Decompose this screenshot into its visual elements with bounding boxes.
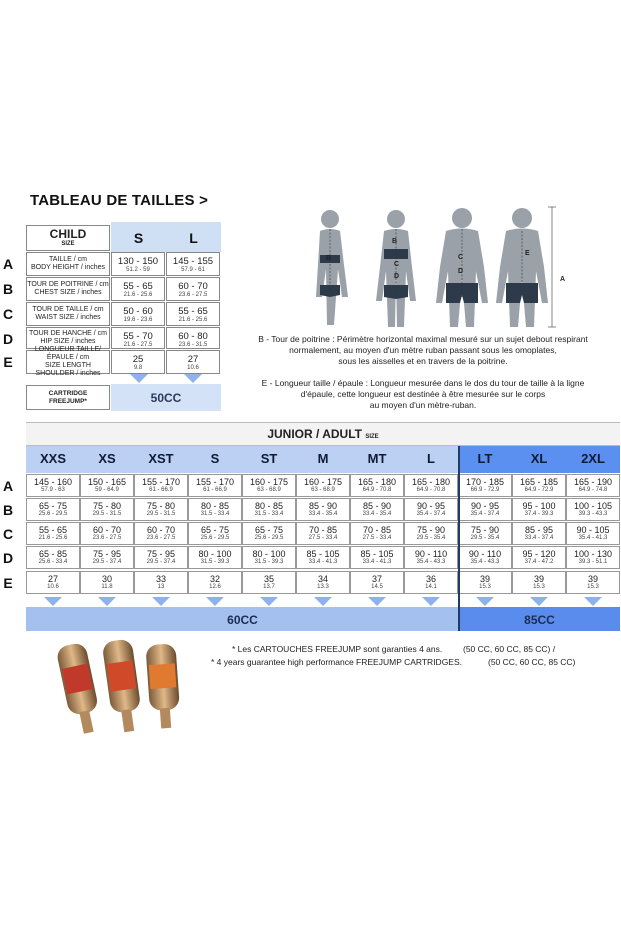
adult-cell-inches: 63 - 68.9 — [257, 487, 281, 493]
adult-table-subtitle: SIZE — [365, 434, 379, 440]
adult-cell-cm: 160 - 175 — [249, 477, 289, 487]
adult-cell — [404, 546, 458, 569]
adult-cell-inches: 37.4 - 47.2 — [524, 559, 554, 565]
row-letter: D — [2, 550, 14, 566]
adult-cell-cm: 75 - 95 — [92, 549, 122, 559]
child-cell-inches: 21.6 - 25.6 — [178, 317, 208, 323]
child-cell-cm: 145 - 155 — [172, 256, 214, 267]
adult-cell-inches: 13 — [157, 584, 165, 590]
adult-cell — [350, 474, 404, 497]
adult-cell — [512, 571, 566, 594]
adult-cell — [566, 546, 620, 569]
row-letter: A — [2, 478, 14, 494]
row-letter: B — [2, 502, 14, 518]
adult-cell-cm: 150 - 165 — [87, 477, 127, 487]
child-cell-inches: 10.6 — [187, 365, 199, 371]
adult-cell-inches: 39.3 - 43.3 — [578, 511, 608, 517]
adult-cell-cm: 75 - 95 — [146, 549, 176, 559]
child-size-l: L — [189, 230, 198, 246]
adult-cell — [350, 522, 404, 545]
adult-cell — [296, 546, 350, 569]
adult-cell-cm: 145 - 160 — [33, 477, 73, 487]
adult-cell-cm: 39 — [587, 574, 598, 584]
adult-size-label: XXS — [39, 451, 66, 466]
child-cell-inches: 23.6 - 31.5 — [178, 342, 208, 348]
adult-cell-inches: 31.5 - 33.4 — [254, 511, 284, 517]
adult-cell — [26, 522, 80, 545]
adult-cell-inches: 27.5 - 33.4 — [308, 535, 338, 541]
child-row-label-fr: TOUR DE POITRINE / cm — [27, 281, 109, 288]
row-letter: E — [3, 575, 13, 591]
adult-cell — [188, 522, 242, 545]
arrow-down-icon — [206, 597, 224, 606]
adult-table-header-text — [267, 427, 378, 441]
adult-cell — [80, 571, 134, 594]
child-cell-cm: 50 - 60 — [123, 306, 153, 317]
arrow-down-icon — [130, 374, 148, 383]
child-row-label-en: HIP SIZE / inches — [40, 338, 96, 345]
adult-cell — [26, 474, 80, 497]
adult-cell — [188, 546, 242, 569]
child-cell-cm: 27 — [187, 354, 199, 365]
guarantee-note-en: * 4 years guarantee high performance FREEJUMP CARTRIDGES. — [211, 657, 463, 667]
adult-cell-cm: 85 - 105 — [306, 549, 340, 559]
child-cell-cm: 130 - 150 — [117, 256, 159, 267]
adult-cell-cm: 75 - 90 — [470, 525, 500, 535]
child-cell-inches: 23.6 - 27.5 — [178, 292, 208, 298]
adult-cell-inches: 27.5 - 33.4 — [362, 535, 392, 541]
adult-cell-cm: 155 - 170 — [195, 477, 235, 487]
adult-cell-cm: 70 - 85 — [362, 525, 392, 535]
adult-cell — [188, 474, 242, 497]
adult-cell-inches: 64.9 - 74.8 — [578, 487, 608, 493]
child-header-sub: SIZE — [61, 241, 75, 247]
adult-cell-inches: 21.6 - 25.6 — [38, 535, 68, 541]
adult-cell-inches: 10.6 — [47, 584, 59, 590]
adult-cell-inches: 33.4 - 37.4 — [524, 535, 554, 541]
adult-cell — [458, 474, 512, 497]
adult-cell-cm: 60 - 70 — [92, 525, 122, 535]
guarantee-note-fr-cc: (50 CC, 60 CC, 85 CC) / — [463, 644, 556, 654]
adult-cell — [134, 571, 188, 594]
child-cell-inches: 19.6 - 23.6 — [123, 317, 153, 323]
adult-cell-inches: 23.6 - 27.5 — [92, 535, 122, 541]
adult-cell-cm: 165 - 190 — [573, 477, 613, 487]
description-chest — [226, 334, 620, 367]
adult-cell-cm: 65 - 75 — [200, 525, 230, 535]
adult-cell-inches: 14.1 — [425, 584, 437, 590]
adult-cell — [350, 546, 404, 569]
adult-cell-cm: 34 — [317, 574, 328, 584]
adult-cell-inches: 39.3 - 51.1 — [578, 559, 608, 565]
adult-cell-cm: 60 - 70 — [146, 525, 176, 535]
adult-cell-cm: 35 — [263, 574, 274, 584]
child-cell — [111, 277, 165, 301]
adult-cell-cm: 85 - 95 — [524, 525, 554, 535]
cartridge-label-line2: FREEJUMP* — [49, 398, 87, 405]
adult-cell — [134, 498, 188, 521]
adult-cell-inches: 64.9 - 70.8 — [416, 487, 446, 493]
row-letter: A — [2, 256, 14, 272]
adult-cell — [242, 522, 296, 545]
adult-cell-cm: 37 — [371, 574, 382, 584]
figure-label-c2: C — [458, 254, 464, 261]
adult-cell — [350, 498, 404, 521]
adult-cell — [458, 498, 512, 521]
adult-cell — [242, 498, 296, 521]
adult-cell — [80, 498, 134, 521]
adult-cell-inches: 63 - 68.9 — [311, 487, 335, 493]
adult-cell-cm: 155 - 170 — [141, 477, 181, 487]
cartridge-label — [26, 385, 110, 410]
child-row-label-text — [31, 256, 105, 272]
adult-cell-inches: 64.9 - 70.8 — [362, 487, 392, 493]
adult-cell-cm: 165 - 180 — [411, 477, 451, 487]
adult-cell — [26, 571, 80, 594]
adult-cell — [242, 571, 296, 594]
adult-cell-cm: 39 — [533, 574, 544, 584]
adult-cell-cm: 30 — [101, 574, 112, 584]
child-cell-cm: 55 - 65 — [178, 306, 208, 317]
child-cell-cm: 55 - 70 — [123, 331, 153, 342]
adult-size-label: XL — [530, 451, 548, 466]
child-cell — [166, 327, 220, 349]
child-row-label-text — [27, 346, 109, 378]
adult-size-label: XST — [148, 451, 174, 466]
adult-cell — [566, 571, 620, 594]
adult-cell-inches: 14.5 — [371, 584, 383, 590]
adult-size-label: S — [210, 451, 220, 466]
adult-cell-inches: 66.9 - 72.9 — [470, 487, 500, 493]
figure-label-e: E — [525, 250, 530, 257]
adult-cell-inches: 13.3 — [317, 584, 329, 590]
cartridge-value-85: 85CC — [524, 613, 555, 627]
guarantee-note-fr: * Les CARTOUCHES FREEJUMP sont garanties 4 ans. — [232, 644, 443, 654]
adult-cell-cm: 90 - 95 — [470, 501, 500, 511]
adult-cell — [134, 474, 188, 497]
adult-cell-cm: 80 - 85 — [200, 501, 230, 511]
description-length-line3: au moyen d'un mètre-ruban. — [369, 400, 477, 410]
adult-cell-inches: 23.6 - 27.5 — [146, 535, 176, 541]
adult-cell-inches: 25.6 - 29.5 — [200, 535, 230, 541]
page-title: TABLEAU DE TAILLES > — [30, 192, 209, 209]
description-length-line2: d'épaule, cette longueur est destinée à être mesurée sur le corps — [300, 389, 546, 399]
child-row-label-text — [27, 281, 109, 297]
child-cell-inches: 21.6 - 27.5 — [123, 342, 153, 348]
arrow-down-icon — [260, 597, 278, 606]
adult-cell-cm: 65 - 75 — [254, 525, 284, 535]
adult-cell-cm: 80 - 100 — [198, 549, 232, 559]
adult-cell-cm: 90 - 105 — [576, 525, 610, 535]
adult-cell — [350, 571, 404, 594]
arrow-down-icon — [584, 597, 602, 606]
figure-label-d2: D — [458, 268, 464, 275]
child-cell-cm: 60 - 70 — [178, 281, 208, 292]
adult-cell-cm: 75 - 80 — [146, 501, 176, 511]
adult-cell-inches: 61 - 66.9 — [203, 487, 227, 493]
adult-cell-cm: 100 - 130 — [573, 549, 613, 559]
adult-cell-inches: 35.4 - 41.3 — [578, 535, 608, 541]
arrow-down-icon — [184, 374, 202, 383]
arrow-down-icon — [530, 597, 548, 606]
cartridge-value-60: 60CC — [227, 613, 258, 627]
child-cell-inches: 51.2 - 59 — [126, 267, 150, 273]
child-cell-inches: 9.8 — [133, 365, 143, 371]
adult-cell-cm: 85 - 90 — [362, 501, 392, 511]
adult-cell — [296, 474, 350, 497]
guarantee-note-en-cc: (50 CC, 60 CC, 85 CC) — [488, 657, 576, 667]
child-cell — [166, 302, 220, 326]
adult-cell-cm: 65 - 85 — [38, 549, 68, 559]
adult-cell-inches: 15.3 — [587, 584, 599, 590]
adult-cell-inches: 31.5 - 33.4 — [200, 511, 230, 517]
child-header — [26, 225, 110, 251]
adult-cell — [296, 498, 350, 521]
adult-cell-inches: 35.4 - 43.3 — [416, 559, 446, 565]
figure-label-c: C — [394, 261, 400, 268]
adult-cell-cm: 170 - 185 — [465, 477, 505, 487]
child-row-label-fr: LONGUEUR TAILLE/ÉPAULE / cm — [34, 346, 102, 361]
row-letter: E — [3, 354, 13, 370]
adult-cell-inches: 15.3 — [533, 584, 545, 590]
adult-cell — [458, 522, 512, 545]
child-row-label — [26, 252, 110, 276]
child-row-label-en: SIZE LENGTH SHOULDER / inches — [35, 362, 101, 377]
adult-table-title: JUNIOR / ADULT — [267, 427, 362, 441]
arrow-down-icon — [98, 597, 116, 606]
adult-cell-inches: 12.6 — [209, 584, 221, 590]
body-measurement-figures — [296, 205, 576, 330]
description-length-line1: E - Longueur taille / épaule : Longueur mesurée dans le dos du tour de taille à la ligne — [261, 378, 585, 388]
figure-label-a: A — [560, 276, 566, 283]
adult-cell-cm: 70 - 85 — [308, 525, 338, 535]
description-chest-line1: B - Tour de poitrine : Périmètre horizontal maximal mesuré sur un sujet debout respirant — [258, 334, 588, 344]
adult-cell — [26, 546, 80, 569]
adult-cell-cm: 95 - 100 — [522, 501, 556, 511]
adult-cell-inches: 31.5 - 39.3 — [200, 559, 230, 565]
adult-cell — [404, 571, 458, 594]
description-chest-line2: normalement, au moyen d'un mètre ruban passant sous les omoplates, — [289, 345, 557, 355]
adult-cell-cm: 55 - 65 — [38, 525, 68, 535]
adult-cell — [404, 498, 458, 521]
child-cell-cm: 55 - 65 — [123, 281, 153, 292]
adult-cell — [512, 522, 566, 545]
adult-size-label: ST — [260, 451, 278, 466]
adult-cell — [26, 498, 80, 521]
adult-cell-inches: 25.6 - 29.5 — [38, 511, 68, 517]
child-row-label — [26, 346, 110, 377]
adult-size-label: MT — [367, 451, 387, 466]
adult-cell — [404, 474, 458, 497]
adult-cell-inches: 29.5 - 31.5 — [92, 511, 122, 517]
arrow-down-icon — [368, 597, 386, 606]
cartridge-label-line1: CARTRIDGE — [48, 390, 88, 397]
adult-cell — [512, 474, 566, 497]
arrow-down-icon — [422, 597, 440, 606]
row-letter: C — [2, 306, 14, 322]
adult-cell — [134, 546, 188, 569]
adult-cell — [80, 522, 134, 545]
adult-cell — [566, 498, 620, 521]
adult-cell — [458, 571, 512, 594]
adult-cell-cm: 160 - 175 — [303, 477, 343, 487]
adult-cell — [296, 522, 350, 545]
adult-cell-inches: 13.7 — [263, 584, 275, 590]
adult-size-label: XS — [98, 451, 116, 466]
adult-cell-inches: 25.6 - 29.5 — [254, 535, 284, 541]
description-chest-line3: sous les aisselles et en travers de la poitrine. — [338, 356, 508, 366]
adult-cell-inches: 11.8 — [101, 584, 113, 590]
adult-cell-inches: 35.4 - 43.3 — [470, 559, 500, 565]
adult-cell-inches: 61 - 66.9 — [149, 487, 173, 493]
adult-cell — [134, 522, 188, 545]
child-row-label-fr: TOUR DE TAILLE / cm — [32, 306, 104, 313]
child-row-label-fr: TAILLE / cm — [48, 256, 87, 263]
adult-cell — [566, 474, 620, 497]
arrow-down-icon — [314, 597, 332, 606]
adult-cell-cm: 39 — [479, 574, 490, 584]
adult-size-label: L — [427, 451, 435, 466]
adult-cell-inches: 37.4 - 39.3 — [524, 511, 554, 517]
adult-cell-cm: 75 - 80 — [92, 501, 122, 511]
adult-cell-inches: 33.4 - 41.3 — [308, 559, 338, 565]
adult-cell-cm: 75 - 90 — [416, 525, 446, 535]
child-row-label — [26, 302, 110, 326]
cartridges-image — [48, 632, 198, 742]
adult-cell-inches: 29.5 - 35.4 — [416, 535, 446, 541]
adult-cell-cm: 80 - 100 — [252, 549, 286, 559]
child-cell — [166, 252, 220, 276]
adult-cell-inches: 29.5 - 37.4 — [92, 559, 122, 565]
adult-cell-cm: 95 - 120 — [522, 549, 556, 559]
adult-cell — [242, 546, 296, 569]
adult-cell — [458, 546, 512, 569]
description-length — [226, 378, 620, 411]
adult-cell — [242, 474, 296, 497]
adult-cell — [188, 498, 242, 521]
adult-cell — [80, 546, 134, 569]
adult-cell-inches: 35.4 - 37.4 — [416, 511, 446, 517]
child-cell — [111, 350, 165, 374]
child-cell-cm: 60 - 80 — [178, 331, 208, 342]
child-row-label-text — [29, 330, 107, 346]
child-size-s: S — [133, 230, 144, 246]
adult-cell-cm: 33 — [155, 574, 166, 584]
adult-cell-cm: 165 - 185 — [519, 477, 559, 487]
adult-cell — [404, 522, 458, 545]
adult-cell — [566, 522, 620, 545]
adult-cell-cm: 90 - 110 — [414, 549, 448, 559]
cartridge-value-child: 50CC — [150, 391, 182, 405]
adult-cell-cm: 85 - 105 — [360, 549, 394, 559]
child-row-label — [26, 277, 110, 301]
adult-cell — [512, 546, 566, 569]
adult-cell-cm: 65 - 75 — [38, 501, 68, 511]
adult-cell-cm: 100 - 105 — [573, 501, 613, 511]
adult-cell-inches: 15.3 — [479, 584, 491, 590]
adult-cell-inches: 59 - 64.9 — [95, 487, 119, 493]
adult-size-label: M — [317, 451, 329, 466]
child-row-label-en: WAIST SIZE / inches — [35, 314, 101, 321]
adult-cell-cm: 32 — [209, 574, 220, 584]
adult-cell-cm: 165 - 180 — [357, 477, 397, 487]
adult-cell-cm: 90 - 110 — [468, 549, 502, 559]
child-cell — [111, 252, 165, 276]
figure-label-b2: B — [392, 238, 398, 245]
child-row-label-text — [32, 306, 103, 322]
adult-table-header — [26, 422, 620, 446]
adult-size-label: LT — [477, 451, 493, 466]
child-row-label-en: BODY HEIGHT / inches — [30, 264, 106, 271]
child-cell-inches: 57.9 - 61 — [181, 267, 205, 273]
adult-cell-inches: 31.5 - 39.3 — [254, 559, 284, 565]
adult-cell-inches: 64.9 - 72.9 — [524, 487, 554, 493]
adult-cell — [296, 571, 350, 594]
adult-cell-inches: 29.5 - 35.4 — [470, 535, 500, 541]
adult-cell-cm: 36 — [425, 574, 436, 584]
adult-cell-inches: 33.4 - 41.3 — [362, 559, 392, 565]
child-cell — [111, 302, 165, 326]
adult-cell-cm: 90 - 95 — [416, 501, 446, 511]
adult-cell-inches: 25.6 - 33.4 — [38, 559, 68, 565]
adult-cell — [80, 474, 134, 497]
size-group-divider — [458, 446, 460, 631]
adult-cell-inches: 35.4 - 37.4 — [470, 511, 500, 517]
child-cell — [166, 277, 220, 301]
figure-label-d: D — [394, 273, 400, 280]
child-row-label-en: CHEST SIZE / inches — [34, 289, 102, 296]
adult-cell-cm: 27 — [47, 574, 58, 584]
row-letter: D — [2, 331, 14, 347]
adult-cell — [512, 498, 566, 521]
adult-cell-inches: 29.5 - 31.5 — [146, 511, 176, 517]
adult-cell-cm: 80 - 85 — [254, 501, 284, 511]
adult-cell — [188, 571, 242, 594]
adult-cell-inches: 29.5 - 37.4 — [146, 559, 176, 565]
adult-cell-inches: 57.9 - 63 — [41, 487, 65, 493]
figure-label-b: B — [326, 255, 332, 262]
child-cell — [166, 350, 220, 374]
child-row-label-fr: TOUR DE HANCHE / cm — [28, 330, 108, 337]
child-cell — [111, 327, 165, 349]
adult-cell-inches: 33.4 - 35.4 — [308, 511, 338, 517]
adult-size-label: 2XL — [581, 451, 605, 466]
child-header-label: CHILD — [49, 227, 87, 241]
arrow-down-icon — [476, 597, 494, 606]
adult-cell-cm: 85 - 90 — [308, 501, 338, 511]
row-letter: C — [2, 526, 14, 542]
child-cell-cm: 25 — [132, 354, 144, 365]
row-letter: B — [2, 281, 14, 297]
arrow-down-icon — [152, 597, 170, 606]
arrow-down-icon — [44, 597, 62, 606]
child-cell-inches: 21.6 - 25.6 — [123, 292, 153, 298]
adult-cell-inches: 33.4 - 35.4 — [362, 511, 392, 517]
